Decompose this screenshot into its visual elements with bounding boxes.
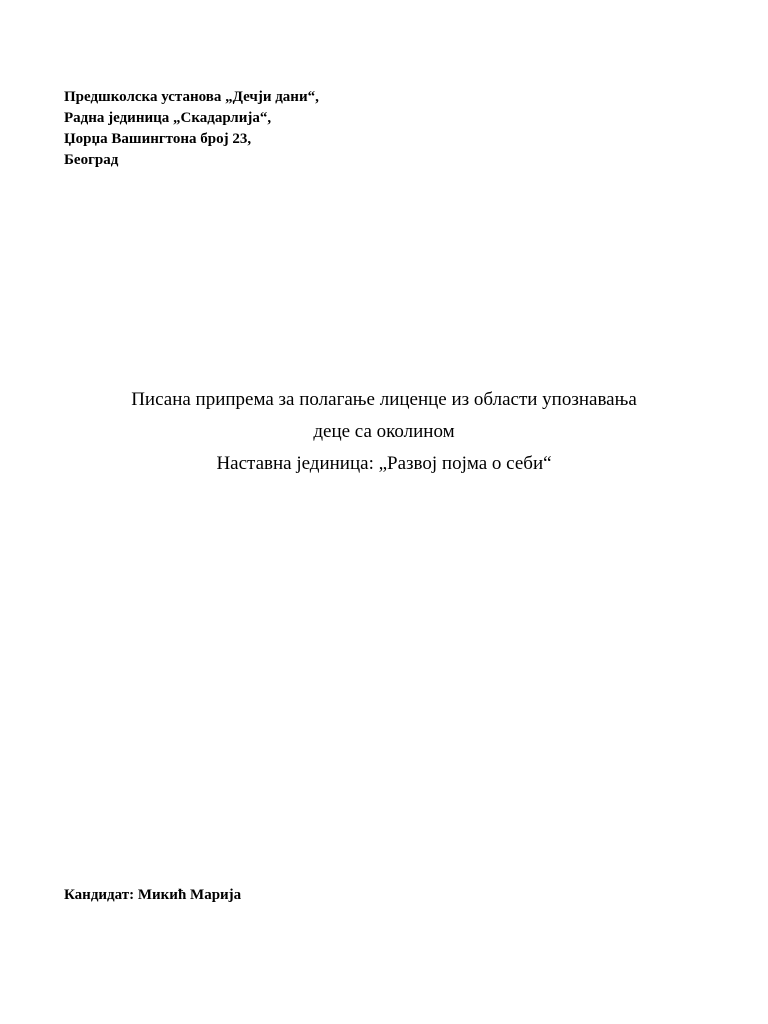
street-address: Џорџа Вашингтона број 23,: [64, 131, 252, 147]
institution-name: Предшколска установа „Дечји дани“,: [64, 89, 319, 105]
institution-header: [64, 87, 664, 171]
title-line-2: деце са околином: [313, 421, 455, 442]
title-line-1: Писана припрема за полагање лиценце из области упознавања: [131, 389, 637, 410]
city: Београд: [64, 152, 119, 168]
document-title: [40, 384, 728, 480]
unit-name: Радна јединица „Скадарлија“,: [64, 110, 272, 126]
candidate-name: Кандидат: Микић Марија: [64, 887, 242, 903]
lesson-unit: Наставна јединица: „Развој појма о себи“: [216, 453, 552, 474]
